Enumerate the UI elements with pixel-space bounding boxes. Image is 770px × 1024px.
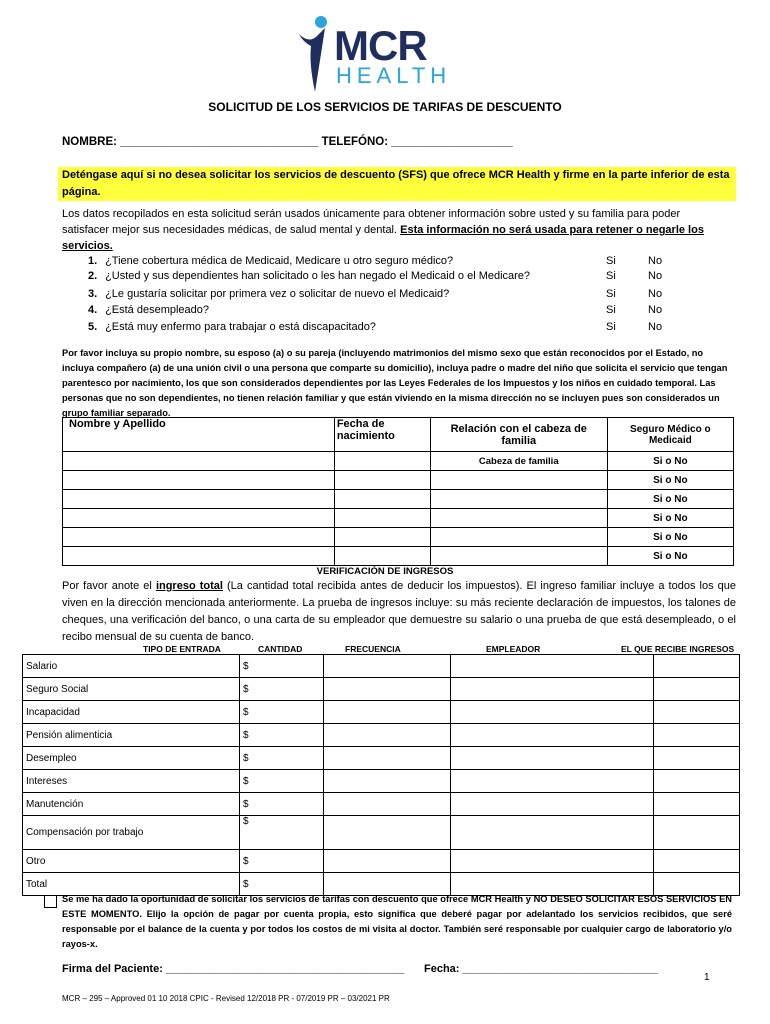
insurance-yes-no[interactable]: Si o No xyxy=(607,452,733,471)
insurance-yes-no[interactable]: Si o No xyxy=(607,471,733,490)
table-row[interactable]: Pensión alimenticia $ xyxy=(23,724,740,747)
household-instructions: Por favor incluya su propio nombre, su esposo (a) o su pareja (incluyendo matrimonios del mismo sexo que están reconocidos por el Estado, no incluya compañero (a) de una unión civil o una persona que comparte su domicilio), incluya padre o madre del niño que solicita el servicio que tengan parentesco por nacimiento, los que son considerados dependientes por las Leyes Federales de los Impuestos y los niños en cuidado temporal. Las personas que no son dependientes, no tienen relación familiar y que están viviendo en la misma dirección no se incluyen pues son considerados un grupo familiar separado. xyxy=(62,348,728,418)
q5-yes[interactable]: Si xyxy=(606,321,616,333)
q4-yes[interactable]: Si xyxy=(606,304,616,316)
patient-signature[interactable]: Firma del Paciente: _______________________________________ xyxy=(62,963,405,975)
decline-checkbox[interactable] xyxy=(44,895,57,908)
question-4: 4. ¿Está desempleado? xyxy=(88,304,210,316)
intro-bold: Esta información no será usada para retener o negarle los servicios. xyxy=(62,224,704,252)
q5-no[interactable]: No xyxy=(648,321,663,333)
table-row[interactable]: Salario $ xyxy=(23,655,740,678)
form-footer: MCR – 295 – Approved 01 10 2018 CPIC - Revised 12/2018 PR - 07/2019 PR – 03/2021 PR xyxy=(62,994,390,1003)
header-recipient: EL QUE RECIBE INGRESOS xyxy=(621,644,735,654)
page-title: SOLICITUD DE LOS SERVICIOS DE TARIFAS DE DESCUENTO xyxy=(208,100,562,114)
signature-date[interactable]: Fecha: ________________________________ xyxy=(424,963,659,975)
table-row[interactable]: Intereses $ xyxy=(23,770,740,793)
q2-no[interactable]: No xyxy=(648,270,663,282)
person-icon xyxy=(295,14,335,94)
header-amount: CANTIDAD xyxy=(258,644,303,654)
q3-yes[interactable]: Si xyxy=(606,288,616,300)
q1-no[interactable]: No xyxy=(648,255,663,267)
col-dob-header: Fecha de nacimiento xyxy=(334,418,430,452)
table-row[interactable]: Manutención $ xyxy=(23,793,740,816)
question-1: 1. ¿Tiene cobertura médica de Medicaid, Medicare u otro seguro médico? xyxy=(88,255,454,267)
table-row[interactable] xyxy=(63,452,734,471)
intro-body: Los datos recopilados en esta solicitud serán usados únicamente para obtener información sobre usted y su familia para poder satisfacer mejor sus necesidades médicas, de salud mental y dental. xyxy=(62,208,681,236)
table-row[interactable] xyxy=(63,490,734,509)
logo-sub: HEALTH xyxy=(336,63,452,88)
table-row[interactable] xyxy=(63,547,734,566)
header-employer: EMPLEADOR xyxy=(486,644,541,654)
insurance-yes-no[interactable]: Si o No xyxy=(607,528,733,547)
insurance-yes-no[interactable]: Si o No xyxy=(607,547,733,566)
question-2: 2. ¿Usted y sus dependientes han solicitado o les han negado el Medicaid o el Medicare? xyxy=(88,270,531,282)
income-verification-title: VERIFICACIÓN DE INGRESOS xyxy=(316,566,454,577)
intro-text xyxy=(62,206,722,254)
table-row[interactable]: Compensación por trabajo $ xyxy=(23,816,740,850)
q2-yes[interactable]: Si xyxy=(606,270,616,282)
stop-notice: Deténgase aquí si no desea solicitar los servicios de descuento (SFS) que ofrece MCR Health y firme en la parte inferior de esta página. xyxy=(58,167,736,201)
family-table xyxy=(62,417,734,566)
head-of-household: Cabeza de familia xyxy=(430,452,607,471)
header-type: TIPO DE ENTRADA xyxy=(143,644,221,654)
table-row[interactable]: Seguro Social $ xyxy=(23,678,740,701)
question-3: 3. ¿Le gustaría solicitar por primera vez o solicitar de nuevo el Medicaid? xyxy=(88,288,450,300)
insurance-yes-no[interactable]: Si o No xyxy=(607,509,733,528)
col-rel-header: Relación con el cabeza de familia xyxy=(430,418,607,452)
table-row[interactable] xyxy=(63,471,734,490)
table-row[interactable]: Incapacidad $ xyxy=(23,701,740,724)
q4-no[interactable]: No xyxy=(648,304,663,316)
logo-main: MCR xyxy=(334,22,427,69)
decline-declaration: Se me ha dado la oportunidad de solicitar los servicios de tarifas con descuento que ofrece MCR Health y NO DESEO SOLICITAR ESOS SERVICIOS EN ESTE MOMENTO. Elijo la opción de pagar por cuenta propia, esto significa que deberé pagar por adelantado los servicios recibidos, que seré responsable por el balance de la cuenta y por todos los costos de mi visita al doctor. También seré responsable por cualquier cargo de laboratorio y/o rayos-x. xyxy=(62,894,732,949)
page-number: 1 xyxy=(704,972,710,983)
table-row[interactable] xyxy=(63,528,734,547)
insurance-yes-no[interactable]: Si o No xyxy=(607,490,733,509)
income-table xyxy=(22,654,740,896)
name-phone-line[interactable]: NOMBRE: _______________________________ TELEFÓNO: ___________________ xyxy=(62,136,513,148)
table-row[interactable] xyxy=(63,509,734,528)
col-ins-header: Seguro Médico o Medicaid xyxy=(607,418,733,452)
table-row[interactable]: Total $ xyxy=(23,873,740,896)
q3-no[interactable]: No xyxy=(648,288,663,300)
table-row[interactable]: Desempleo $ xyxy=(23,747,740,770)
col-name-header: Nombre y Apellido xyxy=(63,418,335,452)
q1-yes[interactable]: Si xyxy=(606,255,616,267)
question-5: 5. ¿Está muy enfermo para trabajar o está discapacitado? xyxy=(88,321,376,333)
table-row[interactable]: Otro $ xyxy=(23,850,740,873)
header-frequency: FRECUENCIA xyxy=(345,644,401,654)
income-verification-text: Por favor anote el ingreso total (La cantidad total recibida antes de deducir los impuestos). El ingreso familiar incluye a todos los que viven en la dirección mencionada anteriormente. La prueba de ingresos incluye: su más reciente declaración de impuestos, los talones de cheques, una verificación del banco, o una carta de su empleador que demuestre su salario o una prueba de que está desempleado, o el recibo mensual de su cuenta de banco. xyxy=(62,580,736,643)
